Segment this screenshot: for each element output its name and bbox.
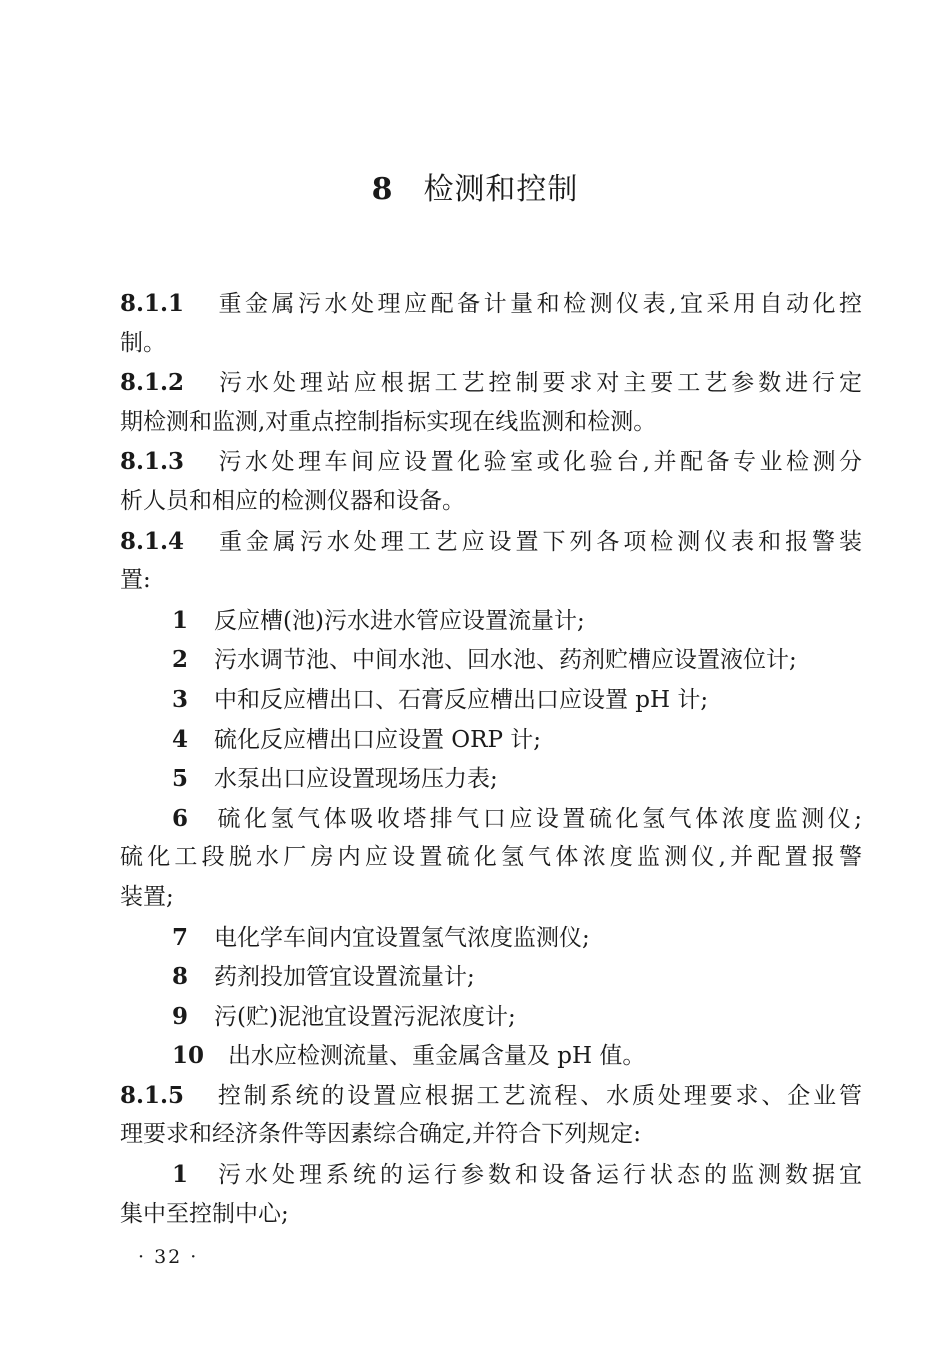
- clause-text: 重金属污水处理工艺应设置下列各项检测仪表和报警装: [215, 528, 862, 555]
- list-item: [120, 680, 862, 720]
- list-item: [120, 1155, 862, 1195]
- clause-8-1-4-line-2: 置:: [120, 567, 151, 594]
- item-text: 药剂投加管宜设置流量计;: [214, 964, 475, 991]
- item-text: 电化学车间内宜设置氢气浓度监测仪;: [214, 924, 590, 951]
- clause-number: 8.1.2: [120, 369, 185, 397]
- item-number: 1: [172, 1161, 189, 1189]
- clause-8-1-5-line-1: [120, 1076, 862, 1116]
- list-item-continuation: 集中至控制中心;: [120, 1200, 289, 1227]
- chapter-number: 8: [371, 172, 394, 207]
- item-number: 6: [172, 804, 189, 832]
- list-item: [120, 759, 862, 799]
- item-text: 污(贮)泥池宜设置污泥浓度计;: [214, 1003, 516, 1030]
- item-number: 10: [172, 1042, 205, 1070]
- clause-text: 污水处理站应根据工艺控制要求对主要工艺参数进行定: [215, 370, 862, 397]
- clause-text: 控制系统的设置应根据工艺流程、水质处理要求、企业管: [215, 1082, 862, 1109]
- body-text: [120, 284, 862, 1234]
- clause-8-1-4-line-1: [120, 522, 862, 562]
- clause-number: 8.1.1: [120, 290, 185, 317]
- item-number: 8: [172, 963, 189, 991]
- clause-8-1-3-line-2: 析人员和相应的检测仪器和设备。: [120, 487, 465, 514]
- list-item: [120, 1036, 862, 1076]
- item-text: 出水应检测流量、重金属含量及 pH 值。: [228, 1043, 646, 1070]
- item-text: 污水调节池、中间水池、回水池、药剂贮槽应设置液位计;: [214, 647, 797, 674]
- list-item: [120, 601, 862, 641]
- clause-number: 8.1.5: [120, 1081, 185, 1109]
- clause-8-1-1-line-2: 制。: [120, 329, 166, 356]
- list-item: [120, 918, 862, 958]
- item-text: 反应槽(池)污水进水管应设置流量计;: [214, 607, 585, 634]
- clause-text: 重金属污水处理应配备计量和检测仪表,宜采用自动化控: [215, 291, 862, 317]
- list-item-continuation: 硫化工段脱水厂房内应设置硫化氢气体浓度监测仪,并配置报警: [120, 844, 862, 871]
- list-item: [120, 957, 862, 997]
- clause-number: 8.1.4: [120, 527, 185, 555]
- item-number: 5: [172, 765, 189, 793]
- list-item: [120, 799, 862, 839]
- chapter-title: [0, 164, 950, 208]
- clause-8-1-1-line-1: [120, 284, 862, 324]
- clause-number: 8.1.3: [120, 448, 185, 476]
- chapter-title-text: 检测和控制: [423, 172, 579, 207]
- item-number: 4: [172, 725, 189, 753]
- list-item: [120, 720, 862, 760]
- clause-8-1-5-line-2: 理要求和经济条件等因素综合确定,并符合下列规定:: [120, 1121, 642, 1148]
- list-item-continuation: 装置;: [120, 883, 174, 910]
- item-number: 1: [172, 606, 189, 634]
- clause-8-1-3-line-1: [120, 442, 862, 482]
- item-number: 3: [172, 685, 189, 713]
- item-text: 中和反应槽出口、石膏反应槽出口应设置 pH 计;: [214, 686, 709, 713]
- list-item: [120, 640, 862, 680]
- item-number: 9: [172, 1002, 189, 1030]
- item-text: 污水处理系统的运行参数和设备运行状态的监测数据宜: [214, 1162, 862, 1189]
- page-number: · 32 ·: [138, 1246, 199, 1268]
- item-text: 硫化反应槽出口应设置 ORP 计;: [214, 726, 542, 753]
- item-number: 7: [172, 923, 189, 951]
- item-text: 硫化氢气体吸收塔排气口应设置硫化氢气体浓度监测仪;: [214, 805, 862, 832]
- clause-8-1-2-line-1: [120, 363, 862, 403]
- item-text: 水泵出口应设置现场压力表;: [214, 766, 498, 793]
- clause-text: 污水处理车间应设置化验室或化验台,并配备专业检测分: [215, 449, 862, 476]
- clause-8-1-2-line-2: 期检测和监测,对重点控制指标实现在线监测和检测。: [120, 408, 657, 435]
- list-item: [120, 997, 862, 1037]
- item-number: 2: [172, 646, 189, 674]
